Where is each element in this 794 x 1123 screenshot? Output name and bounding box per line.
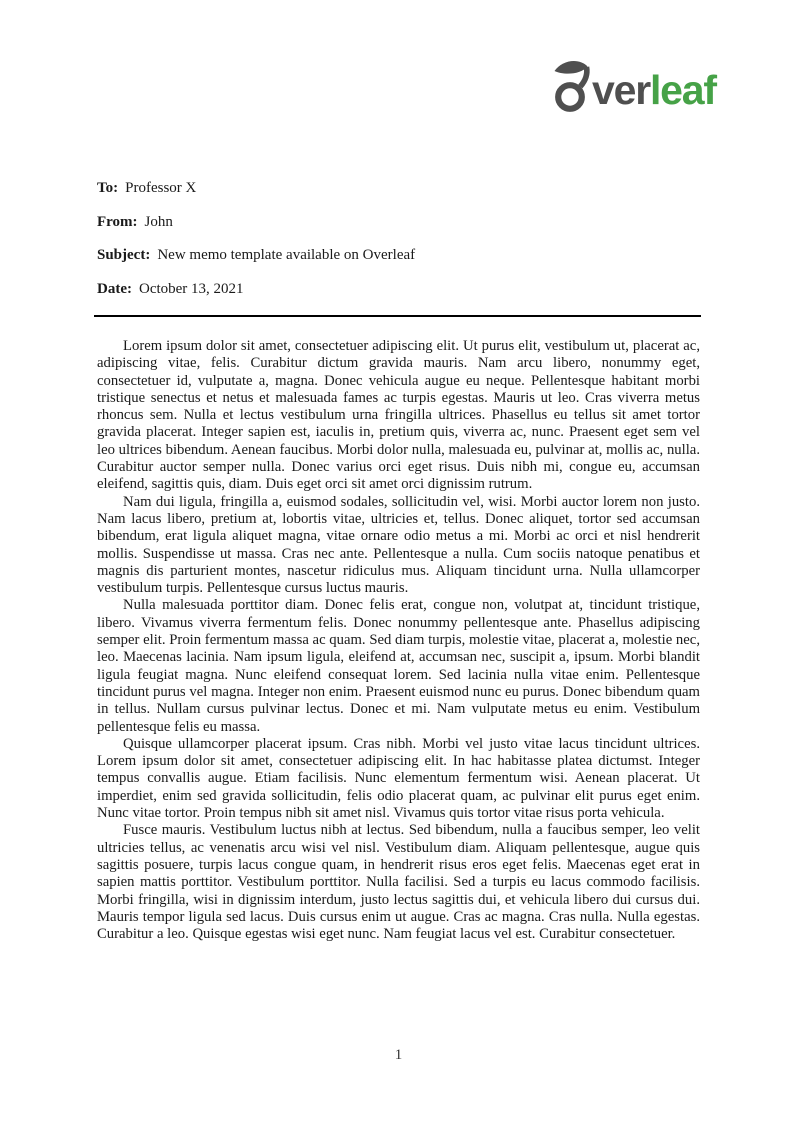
memo-field-subject [97,246,700,264]
memo-field-label: Date: [97,281,132,298]
overleaf-wordmark [592,67,716,113]
memo-body [97,338,700,943]
body-paragraph: Nam dui ligula, fringilla a, euismod sodales, sollicitudin vel, wisi. Morbi auctor lorem non justo. Nam lacus libero, pretium at, lobortis vitae, ultricies et, tellus. Donec aliquet, tortor sed accumsan bibendum, erat ligula aliquet magna, vitae ornare odio metus a mi. Morbi ac orci et nisl hendrerit mollis. Suspendisse ut massa. Cras nec ante. Pellentesque a nulla. Cum sociis natoque penatibus et magnis dis parturient montes, nascetur ridiculus mus. Aliquam tincidunt urna. Nulla ullamcorper vestibulum turpis. Pellentesque cursus luctus mauris. [97,493,700,597]
memo-field-label: To: [97,180,119,196]
memo-field-from [97,213,700,231]
overleaf-o-leaf-icon [553,60,593,112]
body-paragraph: Nulla malesuada porttitor diam. Donec felis erat, congue non, volutpat at, tincidunt tristique, libero. Vivamus viverra fermentum felis. Donec nonummy pellentesque ante. Phasellus adipiscing semper elit. Proin fermentum massa ac quam. Sed diam turpis, molestie vitae, placerat a, molestie nec, leo. Maecenas lacinia. Nam ipsum ligula, eleifend at, accumsan nec, suscipit a, ipsum. Morbi blandit ligula feugiat magna. Nunc eleifend consequat lorem. Sed lacinia nulla vitae enim. Pellentesque tincidunt purus vel magna. Integer non enim. Praesent euismod nunc eu purus. Donec bibendum quam in tellus. Nullam cursus pulvinar lectus. Donec et mi. Nam vulputate metus eu enim. Vestibulum pellentesque felis eu massa. [97,597,700,735]
memo-field-to [97,179,700,197]
body-paragraph: Fusce mauris. Vestibulum luctus nibh at lectus. Sed bibendum, nulla a faucibus semper, leo velit ultricies tellus, ac venenatis arcu wisi vel nisl. Vestibulum diam. Aliquam pellentesque, augue quis sagittis posuere, turpis lacus congue quam, in hendrerit risus eros eget felis. Maecenas eget erat in sapien mattis porttitor. Vestibulum porttitor. Nulla facilisi. Sed a turpis eu lacus commodo facilisis. Morbi fringilla, wisi in dignissim interdum, justo lectus sagittis dui, et vehicula libero dui cursus dui. Mauris tempor ligula sed lacus. Duis cursus enim ut augue. Cras ac magna. Cras nulla. Nulla egestas. Curabitur a leo. Quisque egestas wisi eget nunc. Nam feugiat lacus vel est. Curabitur consectetuer. [97,822,700,943]
wordmark-gray-part: ver [592,67,650,113]
body-paragraph: Quisque ullamcorper placerat ipsum. Cras nibh. Morbi vel justo vitae lacus tincidunt ultrices. Lorem ipsum dolor sit amet, consectetuer adipiscing elit. In hac habitasse platea dictumst. Integer tempus convallis augue. Etiam facilisis. Nunc elementum fermentum wisi. Aenean placerat. Ut imperdiet, enim sed gravida sollicitudin, felis odio placerat quam, ac pulvinar elit purus eget enim. Nunc vitae tortor. Proin tempus nibh sit amet nisl. Vivamus quis tortor vitae risus porta vehicula. [97,735,700,822]
memo-field-value: October 13, 2021 [138,281,244,298]
memo-field-date [97,280,700,298]
wordmark-green-part: leaf [649,67,716,113]
memo-field-label: Subject: [97,247,151,264]
memo-field-value: John [144,213,173,230]
page-number: 1 [394,1047,403,1063]
overleaf-logo [553,60,716,112]
body-paragraph: Lorem ipsum dolor sit amet, consectetuer adipiscing elit. Ut purus elit, vestibulum ut, placerat ac, adipiscing vitae, felis. Curabitur dictum gravida mauris. Nam arcu libero, nonummy eget, consectetuer id, vulputate a, magna. Donec vehicula augue eu neque. Pellentesque habitant morbi tristique senectus et netus et malesuada fames ac turpis egestas. Mauris ut leo. Cras viverra metus rhoncus sem. Nulla et lectus vestibulum urna fringilla ultrices. Phasellus eu tellus sit amet tortor gravida placerat. Integer sapien est, iaculis in, pretium quis, viverra ac, nunc. Praesent eget sem vel leo ultrices bibendum. Aenean faucibus. Morbi dolor nulla, malesuada eu, pulvinar at, mollis ac, nulla. Curabitur auctor semper nulla. Donec varius orci eget risus. Duis nibh mi, congue eu, accumsan eleifend, sagittis quis, diam. Duis eget orci sit amet orci dignissim rutrum. [97,338,700,493]
memo-field-value: Professor X [125,180,197,196]
memo-header [97,179,700,314]
memo-field-label: From: [97,213,138,230]
divider-rule [94,315,701,317]
memo-field-value: New memo template available on Overleaf [157,247,416,264]
